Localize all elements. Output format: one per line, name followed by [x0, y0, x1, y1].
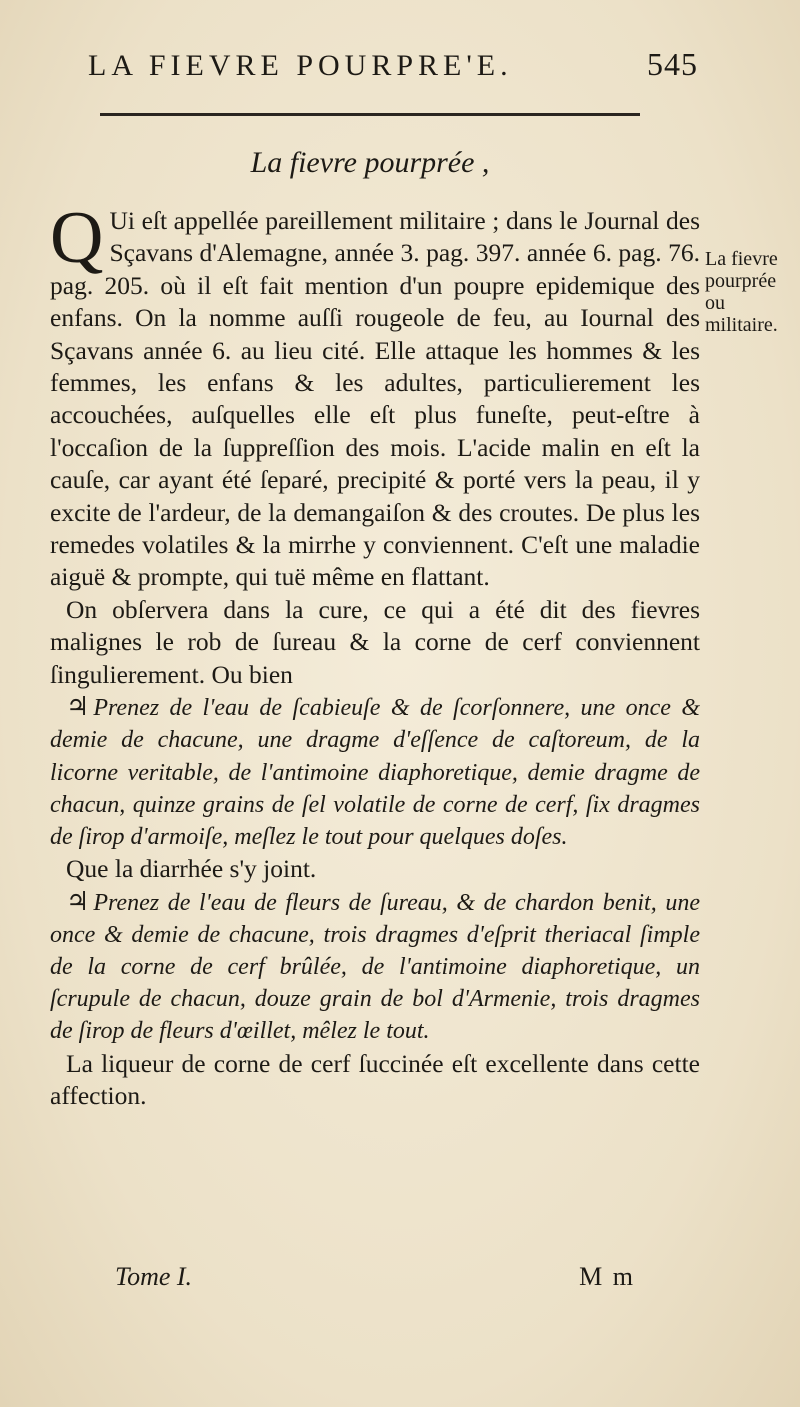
signature-mark: M m — [579, 1262, 635, 1291]
header-rule — [100, 113, 640, 116]
prescription-1-text: Prenez de l'eau de ſcabieuſe & de ſcorſonnere, une once & demie de chacune, une dragme d'eſſence de caſtoreum, de la licorne veritable, de l'antimoine diaphoretique, demie dragme de chacun, quinze grains de ſel volatile de corne de cerf, ſix dragmes de ſirop d'armoiſe, meſlez le tout pour quelques doſes. — [50, 695, 700, 850]
paragraph-intro — [50, 197, 700, 594]
running-head-title: LA FIEVRE POURPRE'E. — [88, 49, 513, 82]
recipe-symbol-icon: ♃ — [66, 886, 90, 916]
running-head — [88, 46, 698, 83]
volume-label: Tome I. — [115, 1262, 193, 1291]
paragraph-intro-text: Ui eſt appellée pareillement militaire ; dans le Journal des Sçavans d'Alemagne, année 3. pag. 397. année 6. pag. 76. pag. 205. où il eſt fait mention d'un poupre epidemique des enfans. On la nomme auſſi rougeole de feu, au Iournal des Sçavans année 6. au lieu cité. Elle attaque les hommes & les femmes, les enfans & les adultes, particulierement les accouchées, auſquelles elle eſt plus funeſte, peut-eſtre à l'occaſion de la ſuppreſſion des mois. L'acide malin en eſt la cauſe, car ayant été ſeparé, precipité & porté vers la peau, il y excite de l'ardeur, de la demangaiſon & des croutes. De plus les remedes volatiles & la mirrhe y conviennent. C'eſt une maladie aiguë & prompte, qui tuë même en flattant. — [50, 206, 700, 592]
section-title: La fievre pourprée , — [250, 146, 490, 179]
prescription-2 — [50, 886, 700, 1048]
margin-note: La fievre pourprée ou militaire. — [705, 248, 778, 336]
body-text — [50, 197, 700, 1112]
closing-line: La liqueur de corne de cerf ſuccinée eſt excellente dans cette affection. — [50, 1048, 700, 1110]
page-footer — [115, 1262, 635, 1292]
prescription-2-text: Prenez de l'eau de fleurs de ſureau, & de chardon benit, une once & demie de chacune, trois dragmes d'eſprit theriacal ſimple de la corne de cerf brûlée, de l'antimoine diaphoretique, un ſcrupule de chacun, douze grain de bol d'Armenie, trois dragmes de ſirop de fleurs d'œillet, mêlez le tout. — [50, 889, 700, 1045]
diarrhea-line: Que la diarrhée s'y joint. — [66, 854, 317, 884]
paragraph-cure: On obſervera dans la cure, ce qui a été dit des fievres malignes le rob de ſureau & la corne de cerf conviennent ſingulierement. Ou bien — [50, 594, 700, 689]
prescription-1 — [50, 691, 700, 853]
recipe-symbol-icon: ♃ — [66, 692, 90, 722]
page-number: 545 — [647, 46, 698, 82]
drop-cap: Q — [50, 197, 104, 279]
